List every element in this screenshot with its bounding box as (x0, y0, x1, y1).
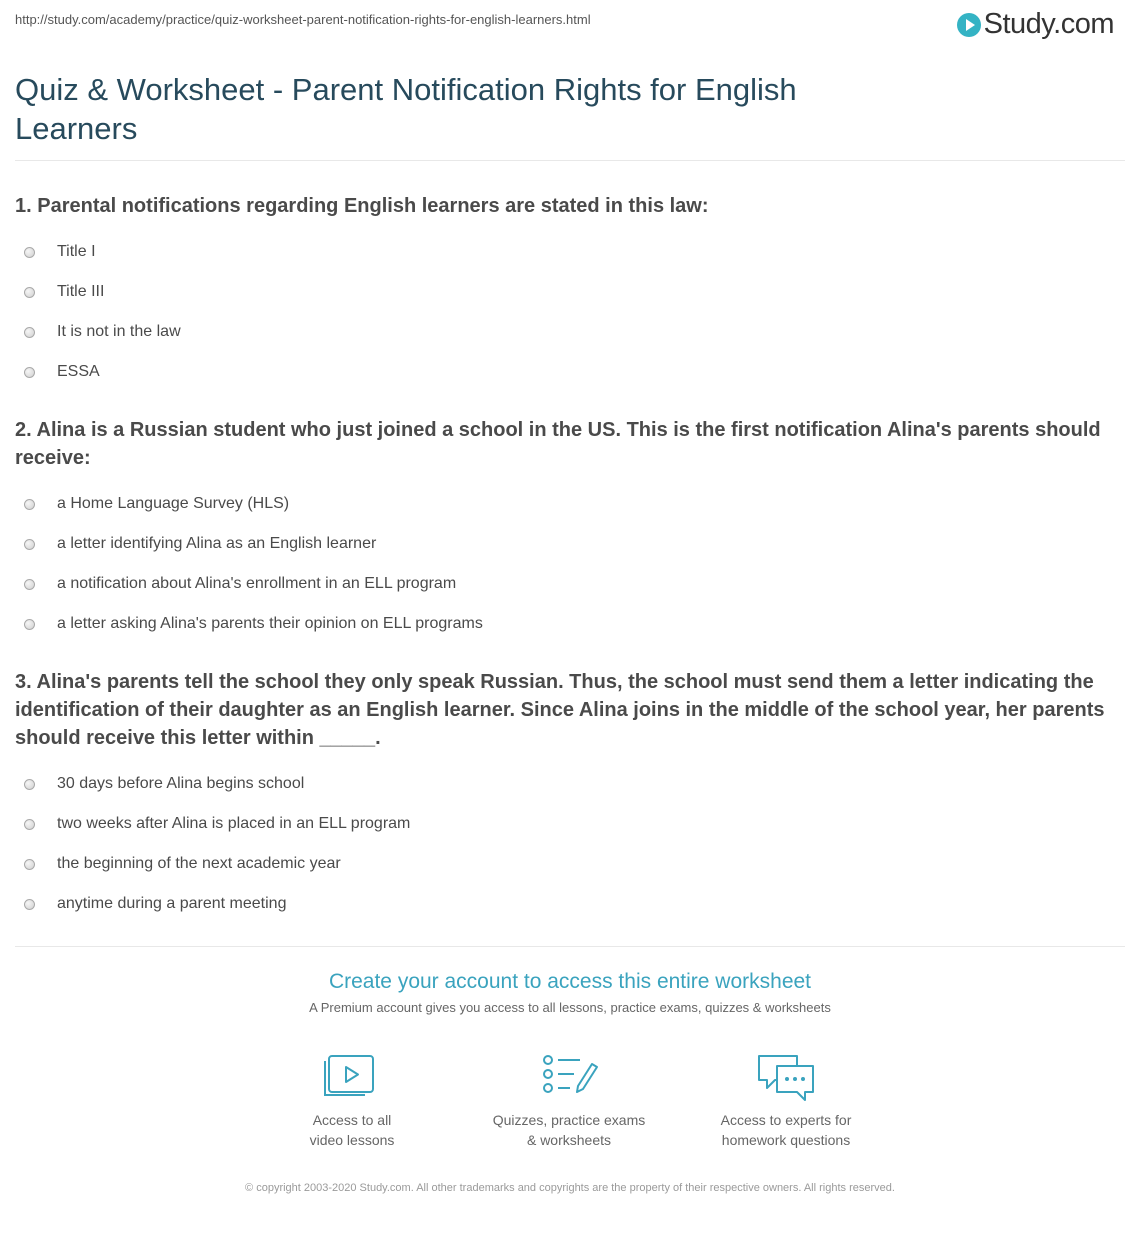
feature-label (469, 1110, 669, 1150)
radio-button[interactable] (24, 859, 35, 870)
answer-label: 30 days before Alina begins school (57, 775, 305, 792)
answer-option[interactable] (15, 484, 1130, 524)
question-3 (15, 668, 1130, 924)
answer-label: two weeks after Alina is placed in an ELL program (57, 815, 411, 832)
cta-divider (15, 946, 1125, 947)
question-text: 1. Parental notifications regarding English learners are stated in this law: (15, 195, 709, 217)
study-logo[interactable] (957, 8, 1114, 41)
create-account-cta (0, 970, 1140, 1015)
title-divider (15, 160, 1125, 161)
answer-option[interactable] (15, 524, 1130, 564)
copyright-text: © copyright 2003-2020 Study.com. All other trademarks and copyrights are the property of their respective owners. All rights reserved. (245, 1182, 895, 1194)
question-2 (15, 416, 1130, 644)
radio-button[interactable] (24, 619, 35, 630)
answer-option[interactable] (15, 884, 1130, 924)
answer-label: Title III (57, 283, 105, 300)
answer-options (15, 232, 1130, 392)
radio-button[interactable] (24, 779, 35, 790)
answer-options (15, 484, 1130, 644)
feature-quizzes (469, 1052, 669, 1150)
page-title: Quiz & Worksheet - Parent Notification Rights for English Learners (15, 72, 797, 146)
answer-option[interactable] (15, 844, 1130, 884)
feature-line: Access to all (312, 1112, 392, 1128)
answer-label: Title I (57, 243, 96, 260)
radio-button[interactable] (24, 539, 35, 550)
answer-option[interactable] (15, 272, 1130, 312)
radio-button[interactable] (24, 287, 35, 298)
logo-text: Study.com (983, 8, 1114, 40)
answer-label: a Home Language Survey (HLS) (57, 495, 290, 512)
feature-line: Access to experts for (720, 1112, 852, 1128)
cta-subtitle: A Premium account gives you access to all lessons, practice exams, quizzes & worksheets (309, 1000, 831, 1015)
question-text: 3. Alina's parents tell the school they only speak Russian. Thus, the school must send them a letter indicating the identification of their daughter as an English learner. Since Alina joins in the middle of the school year, her parents should receive this letter within _____. (15, 671, 1105, 749)
answer-label: anytime during a parent meeting (57, 895, 287, 912)
radio-button[interactable] (24, 499, 35, 510)
feature-label (686, 1110, 886, 1150)
create-account-link[interactable]: Create your account to access this entire worksheet (328, 970, 812, 993)
page-url: http://study.com/academy/practice/quiz-worksheet-parent-notification-rights-for-english-learners.html (15, 12, 591, 27)
answer-options (15, 764, 1130, 924)
feature-experts (686, 1052, 886, 1150)
question-text: 2. Alina is a Russian student who just joined a school in the US. This is the first notification Alina's parents should receive: (15, 419, 1101, 469)
answer-label: a letter asking Alina's parents their opinion on ELL programs (57, 615, 483, 632)
radio-button[interactable] (24, 367, 35, 378)
top-bar (0, 0, 1140, 50)
feature-line: & worksheets (526, 1132, 612, 1148)
answer-option[interactable] (15, 564, 1130, 604)
answer-label: ESSA (57, 363, 100, 380)
feature-line: video lessons (309, 1132, 395, 1148)
answer-label: the beginning of the next academic year (57, 855, 341, 872)
quiz-checklist-icon (536, 1052, 602, 1102)
question-1 (15, 192, 1130, 392)
answer-option[interactable] (15, 604, 1130, 644)
feature-line: Quizzes, practice exams (492, 1112, 646, 1128)
answer-label: It is not in the law (57, 323, 181, 340)
video-lessons-icon (319, 1052, 385, 1102)
radio-button[interactable] (24, 247, 35, 258)
answer-option[interactable] (15, 804, 1130, 844)
chat-bubbles-icon (753, 1052, 819, 1102)
answer-option[interactable] (15, 312, 1130, 352)
feature-line: homework questions (721, 1132, 851, 1148)
answer-option[interactable] (15, 764, 1130, 804)
answer-option[interactable] (15, 232, 1130, 272)
answer-label: a notification about Alina's enrollment in an ELL program (57, 575, 457, 592)
feature-label (252, 1110, 452, 1150)
radio-button[interactable] (24, 327, 35, 338)
answer-label: a letter identifying Alina as an English learner (57, 535, 377, 552)
radio-button[interactable] (24, 899, 35, 910)
radio-button[interactable] (24, 819, 35, 830)
radio-button[interactable] (24, 579, 35, 590)
answer-option[interactable] (15, 352, 1130, 392)
feature-video-lessons (252, 1052, 452, 1150)
play-circle-icon (957, 13, 981, 37)
